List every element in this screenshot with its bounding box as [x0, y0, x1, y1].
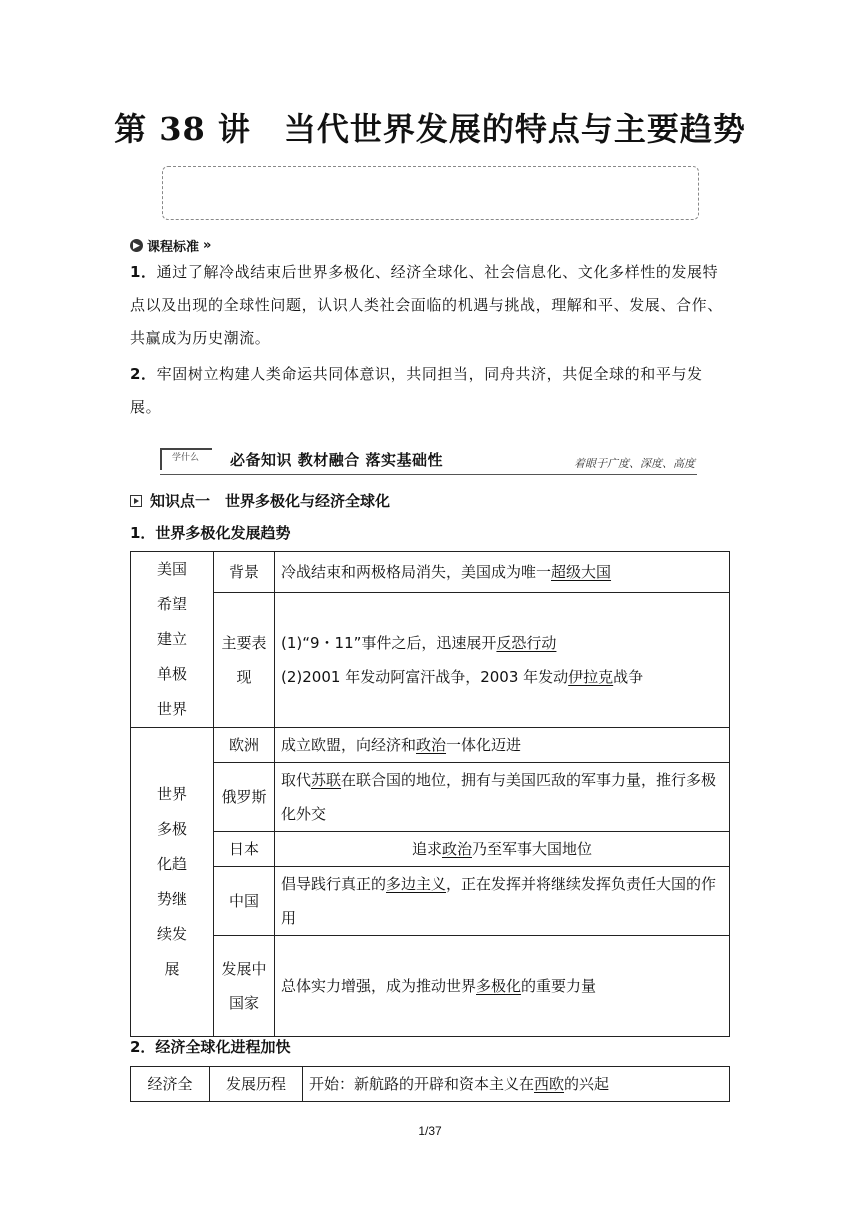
section-banner	[160, 446, 697, 475]
triangle-icon	[130, 495, 142, 507]
row-label: 主要表现	[214, 593, 275, 728]
row-content: 追求政治乃至军事大国地位	[275, 832, 730, 867]
multipolarity-table	[130, 551, 730, 1037]
row-label: 欧洲	[214, 728, 275, 763]
group-label-us: 美国 希望 建立 单极 世界	[131, 552, 214, 728]
row-label: 发展中国家	[214, 936, 275, 1037]
row-label: 经济全	[131, 1067, 210, 1102]
table-row	[131, 1067, 730, 1102]
banner-title: 必备知识 教材融合 落实基础性	[230, 451, 443, 469]
table-row	[131, 593, 730, 728]
group-label-multipolar: 世界 多极 化趋 势继 续发 展	[131, 728, 214, 1037]
row-content: 总体实力增强，成为推动世界多极化的重要力量	[275, 936, 730, 1037]
knowledge-point-heading: 知识点一 世界多极化与经济全球化	[130, 490, 390, 511]
dashed-box	[162, 166, 699, 220]
table-row	[131, 763, 730, 832]
row-label: 日本	[214, 832, 275, 867]
course-standard-label: 课程标准	[147, 240, 200, 255]
standard-item-2: 2．牢固树立构建人类命运共同体意识，共同担当，同舟共济，共促全球的和平与发展。	[130, 365, 703, 416]
row-label: 俄罗斯	[214, 763, 275, 832]
globalization-table	[130, 1066, 730, 1102]
row-content: 取代苏联在联合国的地位，拥有与美国匹敌的军事力量，推行多极化外交	[275, 763, 730, 832]
row-content: 成立欧盟，向经济和政治一体化迈进	[275, 728, 730, 763]
course-standard-heading	[130, 236, 211, 255]
row-content: (1)“9・11”事件之后，迅速展开反恐行动 (2)2001 年发动阿富汗战争，2003 年发动伊拉克战争	[275, 593, 730, 728]
table-row	[131, 867, 730, 936]
row-label: 背景	[214, 552, 275, 593]
banner-subtitle: 着眼于广度、深度、高度	[574, 457, 695, 470]
table-row	[131, 936, 730, 1037]
row-content: 开始：新航路的开辟和资本主义在西欧的兴起	[303, 1067, 730, 1102]
page-number: 1/37	[418, 1124, 442, 1138]
section-2-heading: 2．经济全球化进程加快	[130, 1038, 291, 1056]
row-label: 发展历程	[210, 1067, 303, 1102]
standard-item-1: 1．通过了解冷战结束后世界多极化、经济全球化、社会信息化、文化多样性的发展特点以及出现的全球性问题，认识人类社会面临的机遇与挑战，理解和平、发展、合作、共赢成为历史潮流。	[130, 263, 723, 347]
banner-logo: 学什么	[160, 448, 212, 470]
row-content: 冷战结束和两极格局消失，美国成为唯一超级大国	[275, 552, 730, 593]
row-label: 中国	[214, 867, 275, 936]
table-row	[131, 832, 730, 867]
table-row	[131, 728, 730, 763]
play-icon: ▶	[130, 239, 143, 252]
page-title: 第 38 讲 当代世界发展的特点与主要趋势	[114, 110, 746, 148]
section-1-heading: 1．世界多极化发展趋势	[130, 524, 291, 542]
table-row	[131, 552, 730, 593]
double-chevron-icon: »	[203, 238, 212, 253]
row-content: 倡导践行真正的多边主义，正在发挥并将继续发挥负责任大国的作用	[275, 867, 730, 936]
